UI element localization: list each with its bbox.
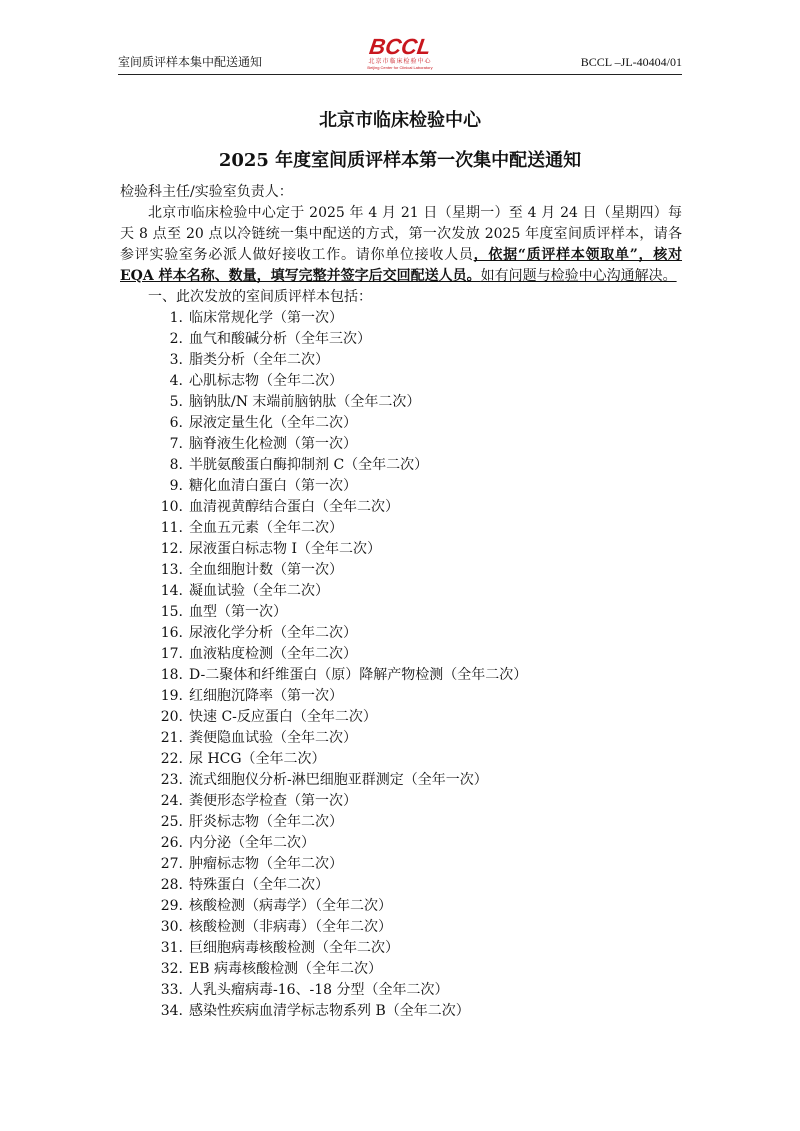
list-item: [120, 392, 682, 413]
list-item: [120, 581, 682, 602]
list-item: [120, 791, 682, 812]
notice-body: [120, 182, 682, 1022]
intro-paragraph: [120, 203, 682, 287]
list-item-text: 快速 C-反应蛋白（全年二次）: [189, 709, 377, 725]
header-document-title: 室间质评样本集中配送通知: [118, 55, 263, 69]
list-item-text: 人乳头瘤病毒-16、-18 分型（全年二次）: [189, 982, 449, 998]
list-item: [120, 539, 682, 560]
list-item: [120, 308, 682, 329]
list-item: [120, 623, 682, 644]
list-item-text: 凝血试验（全年二次）: [189, 583, 329, 599]
page-header: [118, 36, 682, 75]
list-item-number: 30.: [160, 919, 183, 935]
list-item-number: 13.: [160, 562, 183, 578]
list-item-text: 红细胞沉降率（第一次）: [189, 688, 343, 704]
list-item: [120, 686, 682, 707]
bccl-logo: [340, 36, 460, 72]
list-item-text: 血气和酸碱分析（全年三次）: [189, 331, 371, 347]
list-item-number: 33.: [160, 982, 183, 998]
list-item-text: 半胱氨酸蛋白酶抑制剂 C（全年二次）: [189, 457, 429, 473]
list-item-text: 临床常规化学（第一次）: [189, 310, 343, 326]
list-item-text: EB 病毒核酸检测（全年二次）: [189, 961, 382, 977]
list-item-number: 22.: [160, 751, 183, 767]
list-item-number: 18.: [160, 667, 183, 683]
header-document-code: BCCL –JL-40404/01: [580, 55, 682, 69]
list-item-number: 23.: [160, 772, 183, 788]
list-item: [120, 560, 682, 581]
list-item-text: 血液粘度检测（全年二次）: [189, 646, 357, 662]
logo-wordmark: BCCL: [367, 34, 433, 59]
list-item-number: 25.: [160, 814, 183, 830]
list-item-number: 1.: [169, 310, 183, 326]
list-item-text: 尿 HCG（全年二次）: [189, 751, 326, 767]
list-item-number: 28.: [160, 877, 183, 893]
list-item-number: 10.: [160, 499, 183, 515]
list-item: [120, 833, 682, 854]
list-item-number: 27.: [160, 856, 183, 872]
list-item-number: 32.: [160, 961, 183, 977]
list-item: [120, 896, 682, 917]
list-item-text: 粪便隐血试验（全年二次）: [189, 730, 357, 746]
logo-subtitle-cn: 北京市临床检验中心: [368, 58, 432, 65]
list-item-number: 7.: [169, 436, 183, 452]
list-item-text: 肝炎标志物（全年二次）: [189, 814, 343, 830]
list-item: [120, 959, 682, 980]
list-item-number: 15.: [160, 604, 183, 620]
list-item-number: 20.: [160, 709, 183, 725]
list-item-text: 肿瘤标志物（全年二次）: [189, 856, 343, 872]
list-item-text: 血清视黄醇结合蛋白（全年二次）: [189, 499, 399, 515]
list-item: [120, 329, 682, 350]
list-item-number: 4.: [169, 373, 183, 389]
list-item-number: 14.: [160, 583, 183, 599]
list-item-number: 17.: [160, 646, 183, 662]
intro-tail: 如有问题与检验中心沟通解决。: [480, 268, 677, 284]
list-item-number: 29.: [160, 898, 183, 914]
list-item: [120, 518, 682, 539]
list-item-number: 19.: [160, 688, 183, 704]
list-item: [120, 770, 682, 791]
list-item: [120, 434, 682, 455]
list-item-number: 5.: [169, 394, 183, 410]
list-item: [120, 476, 682, 497]
list-item-text: 脑脊液生化检测（第一次）: [189, 436, 357, 452]
list-item-text: 核酸检测（非病毒）（全年二次）: [189, 919, 392, 935]
list-item: [120, 938, 682, 959]
list-item-text: 尿液蛋白标志物 I（全年二次）: [189, 541, 381, 557]
intro-plain: 北京市临床检验中心定于 2025 年 4 月 21 日（星期一）至 4 月 24 日（星期四）每天 8 点至 20 点以冷链统一集中配送的方式，第一次发放 2025 年度室间质评样本，请各参评实验室务必派人做好接收工作。请你单位接收人员: [120, 205, 682, 263]
list-item-text: 特殊蛋白（全年二次）: [189, 877, 329, 893]
list-item: [120, 1001, 682, 1022]
list-item-number: 6.: [169, 415, 183, 431]
list-item-number: 12.: [160, 541, 183, 557]
list-item: [120, 854, 682, 875]
list-item-number: 26.: [160, 835, 183, 851]
list-item: [120, 749, 682, 770]
list-item-number: 24.: [160, 793, 183, 809]
list-item: [120, 455, 682, 476]
list-item-text: 脑钠肽/N 末端前脑钠肽（全年二次）: [189, 394, 421, 410]
list-item-text: 核酸检测（病毒学）（全年二次）: [189, 898, 392, 914]
list-item: [120, 917, 682, 938]
sample-list: [120, 308, 682, 1022]
list-item: [120, 728, 682, 749]
list-item-number: 34.: [160, 1003, 183, 1019]
notice-title: 2025 年度室间质评样本第一次集中配送通知: [218, 150, 582, 171]
list-item-text: 流式细胞仪分析-淋巴细胞亚群测定（全年一次）: [189, 772, 488, 788]
list-item: [120, 665, 682, 686]
list-item-text: 巨细胞病毒核酸检测（全年二次）: [189, 940, 399, 956]
list-item-text: 尿液定量生化（全年二次）: [189, 415, 357, 431]
list-item-text: 血型（第一次）: [189, 604, 287, 620]
list-item-text: 粪便形态学检查（第一次）: [189, 793, 357, 809]
list-item-number: 21.: [160, 730, 183, 746]
list-item-text: 全血五元素（全年二次）: [189, 520, 343, 536]
intro-emphasis: ，依据“质评样本领取单”，核对 EQA 样本名称、数量，填写完整并签字后交回配送人员。: [120, 247, 683, 284]
list-item: [120, 497, 682, 518]
list-item-number: 9.: [169, 478, 183, 494]
list-item-text: 心肌标志物（全年二次）: [189, 373, 343, 389]
list-item: [120, 875, 682, 896]
list-item: [120, 602, 682, 623]
list-item-text: D-二聚体和纤维蛋白（原）降解产物检测（全年二次）: [189, 667, 528, 683]
section-heading: 一、此次发放的室间质评样本包括：: [148, 289, 372, 305]
list-item-text: 感染性疾病血清学标志物系列 B（全年二次）: [189, 1003, 470, 1019]
list-item-number: 31.: [160, 940, 183, 956]
list-item-text: 脂类分析（全年二次）: [189, 352, 329, 368]
list-item: [120, 413, 682, 434]
list-item-number: 16.: [160, 625, 183, 641]
org-title: 北京市临床检验中心: [319, 110, 481, 131]
list-item-number: 2.: [169, 331, 183, 347]
logo-subtitle-en: Beijing Center for Clinical Laboratory: [367, 65, 433, 70]
list-item-text: 尿液化学分析（全年二次）: [189, 625, 357, 641]
list-item-text: 内分泌（全年二次）: [189, 835, 315, 851]
list-item: [120, 371, 682, 392]
list-item-text: 全血细胞计数（第一次）: [189, 562, 343, 578]
list-item-number: 3.: [169, 352, 183, 368]
list-item-text: 糖化血清白蛋白（第一次）: [189, 478, 357, 494]
greeting: 检验科主任/实验室负责人：: [120, 184, 293, 200]
list-item-number: 8.: [169, 457, 183, 473]
list-item: [120, 644, 682, 665]
list-item: [120, 707, 682, 728]
list-item: [120, 350, 682, 371]
list-item-number: 11.: [160, 520, 183, 536]
list-item: [120, 980, 682, 1001]
list-item: [120, 812, 682, 833]
